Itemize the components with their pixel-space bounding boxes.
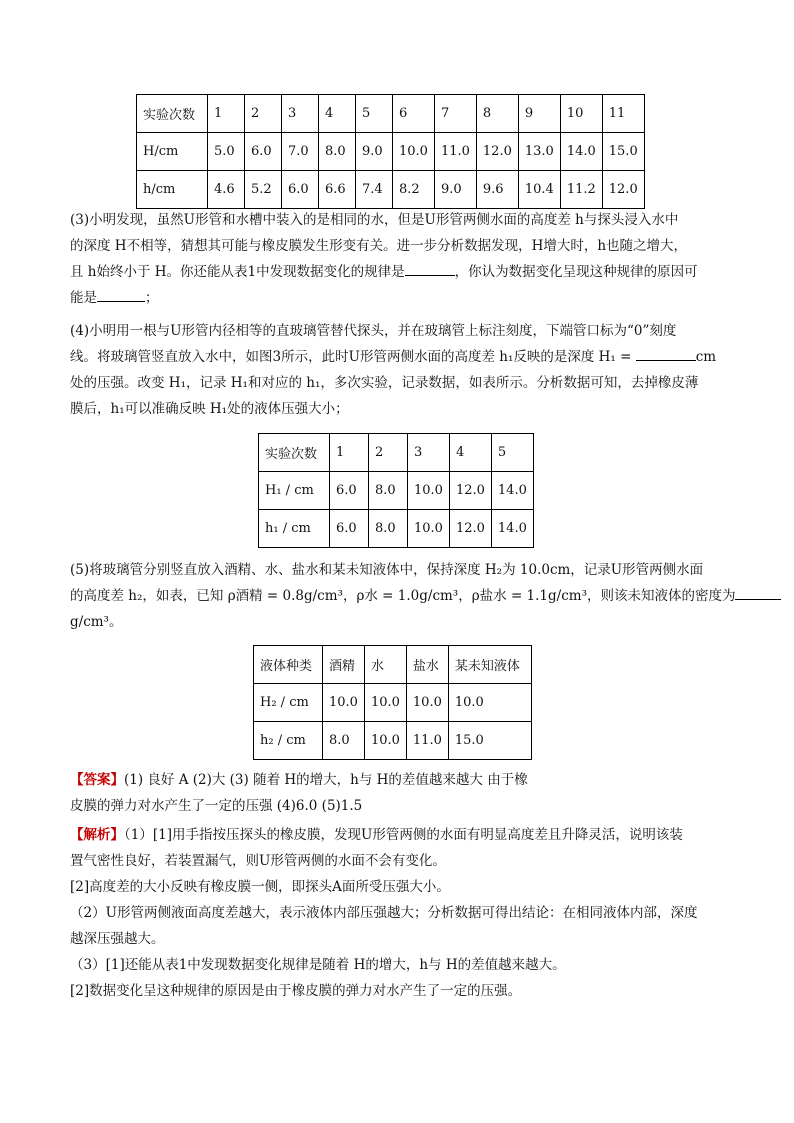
table-cell: 1 <box>208 95 245 133</box>
analysis-line-1 <box>70 822 726 848</box>
table-cell: 6.0 <box>330 510 369 548</box>
table-cell: 4.6 <box>208 171 245 209</box>
q3-blank-1 <box>405 261 455 276</box>
table-cell: 7 <box>434 95 476 133</box>
answer-line-2: 皮膜的弹力对水产生了一定的压强 (4)6.0 (5)1.5 <box>70 798 363 814</box>
table-cell: 1 <box>330 434 369 472</box>
table-row <box>254 722 532 760</box>
answer-line-1 <box>70 767 726 793</box>
analysis-block <box>70 822 726 1004</box>
q3-line-2: 的深度 H不相等，猜想其可能与橡皮膜发生形变有关。进一步分析数据发现，H增大时，h也随之增大， <box>70 238 688 254</box>
q5-line-2a: 的高度差 h₂，如表，已知 ρ酒精 = 0.8g/cm³，ρ水 = 1.0g/cm³，ρ盐水 = 1.1g/cm³，则该未知液体的密度为 <box>70 588 736 604</box>
analysis-line-6: （3）[1]还能从表1中发现数据变化规律是随着 H的增大，h与 H的差值越来越大。 <box>70 957 566 973</box>
table-2 <box>258 433 534 548</box>
table-cell: 10.0 <box>408 472 450 510</box>
answer-tag: 【答案】 <box>70 772 124 788</box>
table-cell: 12.0 <box>449 472 491 510</box>
q4-line-2 <box>70 344 726 370</box>
analysis-line-2: 置气密性良好，若装置漏气，则U形管两侧的水面不会有变化。 <box>70 853 446 869</box>
table-cell: 10.0 <box>323 684 365 722</box>
table-cell: 10.0 <box>364 722 406 760</box>
row-label: H₁ / cm <box>259 472 330 510</box>
row-label: H/cm <box>137 133 208 171</box>
row-label: 实验次数 <box>259 434 330 472</box>
table-cell: 10.0 <box>393 133 435 171</box>
table-cell: 12.0 <box>476 133 518 171</box>
table-2-body <box>259 434 534 548</box>
table-row <box>137 133 645 171</box>
table-row <box>137 95 645 133</box>
table-cell: 8.2 <box>393 171 435 209</box>
table-cell: 6 <box>393 95 435 133</box>
q5-line-1: (5)将玻璃管分别竖直放入酒精、水、盐水和某未知液体中，保持深度 H₂为 10.0cm，记录U形管两侧水面 <box>70 562 704 578</box>
question-3 <box>70 207 726 311</box>
q4-line-2a: 线。将玻璃管竖直放入水中，如图3所示，此时U形管两侧水面的高度差 h₁反映的是深度 H₁ = <box>70 349 632 365</box>
q5-line-3: g/cm³。 <box>70 614 123 630</box>
table-cell: 5 <box>491 434 533 472</box>
q3-line-4 <box>70 285 726 311</box>
table-cell: 15.0 <box>602 133 644 171</box>
row-label: h/cm <box>137 171 208 209</box>
q4-line-1: (4)小明用一根与U形管内径相等的直玻璃管替代探头，并在玻璃管上标注刻度，下端管口标为“0”刻度 <box>70 323 677 339</box>
table-cell: 11.2 <box>560 171 602 209</box>
q4-blank <box>636 346 696 361</box>
table-cell: 5.0 <box>208 133 245 171</box>
table-cell: 3 <box>408 434 450 472</box>
table-cell: 11.0 <box>406 722 448 760</box>
table-cell: 12.0 <box>602 171 644 209</box>
table-cell: 酒精 <box>323 646 365 684</box>
table-cell: 10.4 <box>518 171 560 209</box>
row-label: h₁ / cm <box>259 510 330 548</box>
answer-block <box>70 767 726 819</box>
table-cell: 10.0 <box>408 510 450 548</box>
q5-line-2 <box>70 583 736 609</box>
table-cell: 6.0 <box>330 472 369 510</box>
table-cell: 10 <box>560 95 602 133</box>
table-cell: 7.0 <box>282 133 319 171</box>
table-row <box>259 434 534 472</box>
analysis-line-4: （2）U形管两侧液面高度差越大，表示液体内部压强越大；分析数据可得出结论：在相同液体内部，深度 <box>70 905 698 921</box>
table-cell: 11.0 <box>434 133 476 171</box>
q5-blank <box>735 585 781 600</box>
table-3 <box>253 645 532 760</box>
table-row <box>254 684 532 722</box>
analysis-line-7: [2]数据变化呈这种规律的原因是由于橡皮膜的弹力对水产生了一定的压强。 <box>70 983 522 999</box>
q3-line-3 <box>70 259 726 285</box>
q3-line-4a: 能是 <box>70 290 97 306</box>
analysis-line-3: [2]高度差的大小反映有橡皮膜一侧，即探头A面所受压强大小。 <box>70 879 450 895</box>
table-cell: 9.6 <box>476 171 518 209</box>
row-label: 液体种类 <box>254 646 323 684</box>
row-label: h₂ / cm <box>254 722 323 760</box>
table-cell: 9.0 <box>434 171 476 209</box>
table-cell: 5.2 <box>245 171 282 209</box>
table-cell: 12.0 <box>449 510 491 548</box>
table-row <box>259 472 534 510</box>
table-cell: 9.0 <box>356 133 393 171</box>
q4-line-3: 处的压强。改变 H₁，记录 H₁和对应的 h₁，多次实验，记录数据，如表所示。分析数据可知，去掉橡皮薄 <box>70 375 699 391</box>
table-cell: 6.6 <box>319 171 356 209</box>
table-cell: 4 <box>319 95 356 133</box>
q3-line-3b: ，你认为数据变化呈现这种规律的原因可 <box>454 264 698 280</box>
table-cell: 6.0 <box>282 171 319 209</box>
table-1 <box>136 94 645 209</box>
table-cell: 8.0 <box>369 472 408 510</box>
table-cell: 10.0 <box>406 684 448 722</box>
q3-blank-2 <box>97 287 145 302</box>
table-cell: 6.0 <box>245 133 282 171</box>
table-cell: 3 <box>282 95 319 133</box>
table-cell: 14.0 <box>491 472 533 510</box>
table-cell: 14.0 <box>491 510 533 548</box>
table-cell: 8 <box>476 95 518 133</box>
table-cell: 14.0 <box>560 133 602 171</box>
table-cell: 2 <box>245 95 282 133</box>
analysis-line-5: 越深压强越大。 <box>70 931 165 947</box>
table-cell: 7.4 <box>356 171 393 209</box>
table-cell: 5 <box>356 95 393 133</box>
table-cell: 某未知液体 <box>448 646 531 684</box>
table-cell: 15.0 <box>448 722 531 760</box>
table-1-body <box>137 95 645 209</box>
row-label: H₂ / cm <box>254 684 323 722</box>
table-cell: 10.0 <box>448 684 531 722</box>
analysis-text-1: （1）[1]用手指按压探头的橡皮膜，发现U形管两侧的水面有明显高度差且升降灵活，说明该装 <box>124 827 683 843</box>
table-cell: 13.0 <box>518 133 560 171</box>
analysis-tag: 【解析】 <box>70 827 124 843</box>
q4-line-2b: cm <box>695 349 717 365</box>
row-label: 实验次数 <box>137 95 208 133</box>
table-row <box>259 510 534 548</box>
table-cell: 水 <box>364 646 406 684</box>
table-cell: 2 <box>369 434 408 472</box>
question-5 <box>70 557 736 635</box>
table-cell: 4 <box>449 434 491 472</box>
q3-line-4b: ； <box>145 290 159 306</box>
table-row <box>254 646 532 684</box>
answer-text-1: (1) 良好 A (2)大 (3) 随着 H的增大，h与 H的差值越来越大 由于橡 <box>124 772 528 788</box>
q3-line-1: (3)小明发现，虽然U形管和水槽中装入的是相同的水，但是U形管两侧水面的高度差 h与探头浸入水中 <box>70 212 679 228</box>
q3-line-3a: 且 h始终小于 H。你还能从表1中发现数据变化的规律是 <box>70 264 405 280</box>
table-cell: 盐水 <box>406 646 448 684</box>
q4-line-4: 膜后，h₁可以准确反映 H₁处的液体压强大小； <box>70 401 349 417</box>
table-cell: 10.0 <box>364 684 406 722</box>
table-row <box>137 171 645 209</box>
table-cell: 9 <box>518 95 560 133</box>
table-cell: 11 <box>602 95 644 133</box>
table-cell: 8.0 <box>319 133 356 171</box>
question-4 <box>70 318 726 422</box>
table-cell: 8.0 <box>369 510 408 548</box>
table-3-body <box>254 646 532 760</box>
table-cell: 8.0 <box>323 722 365 760</box>
